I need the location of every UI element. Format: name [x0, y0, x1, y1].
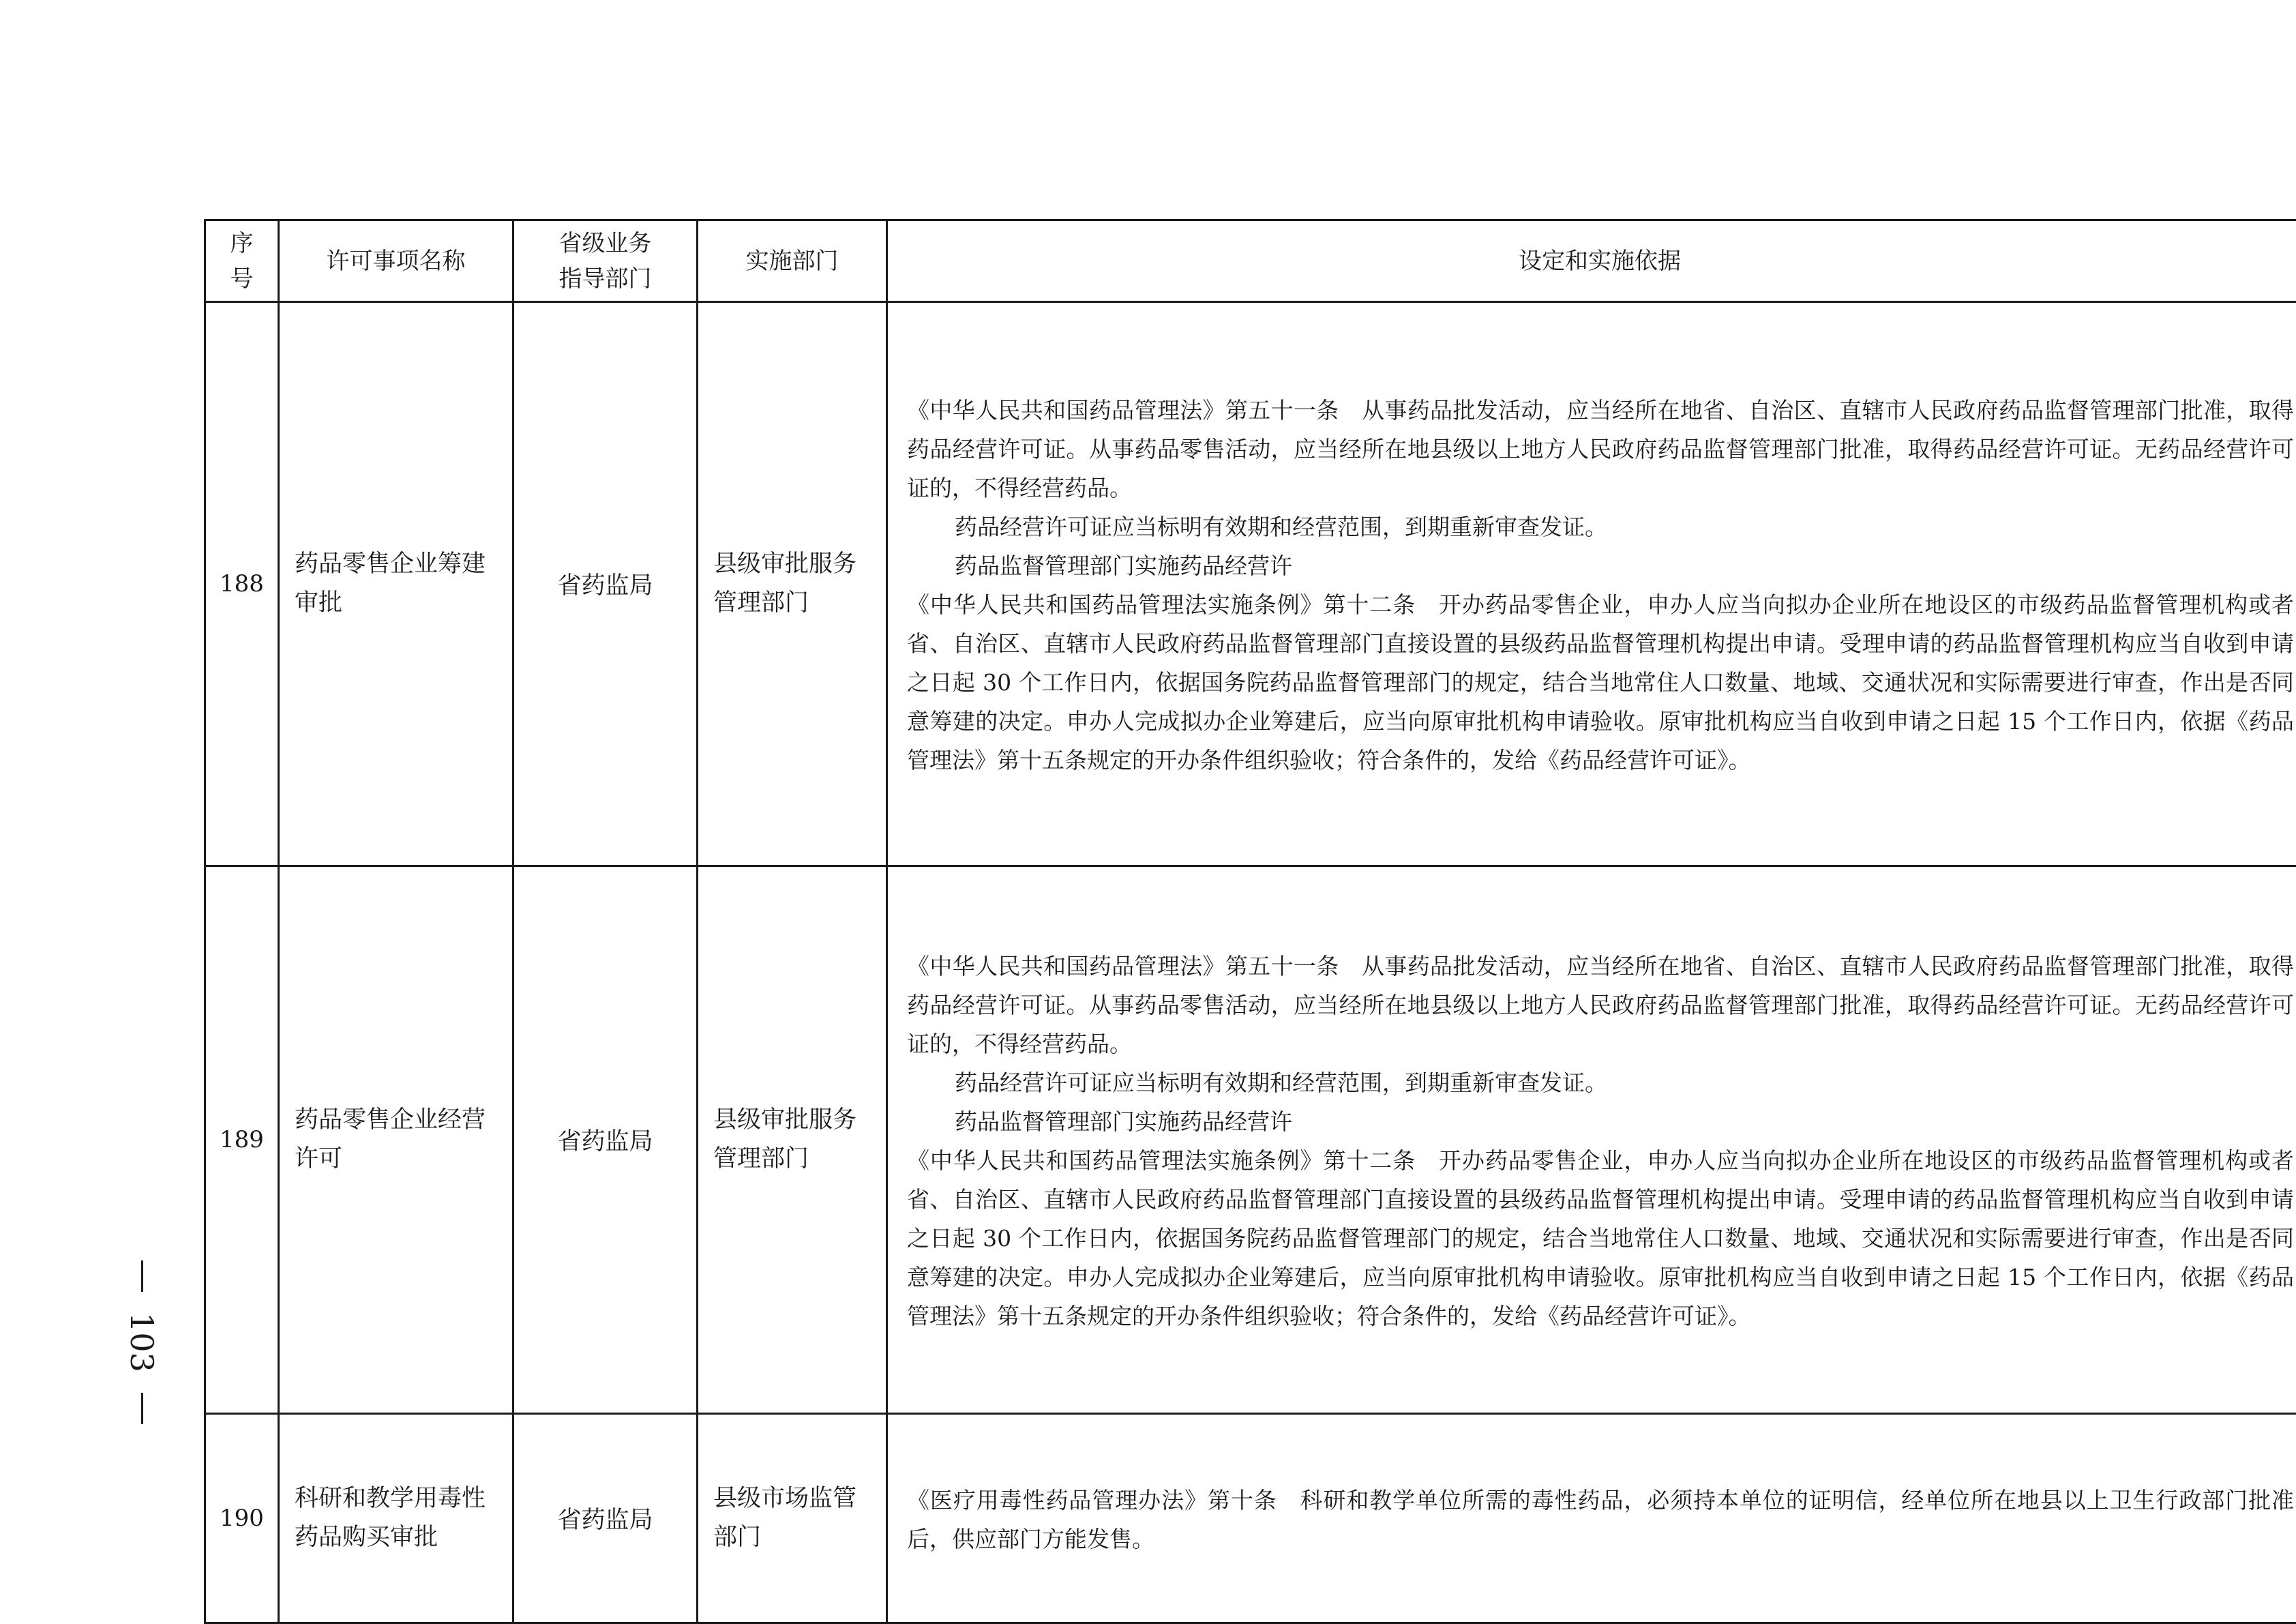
row-department — [698, 302, 887, 866]
row-seq: 188 — [205, 302, 279, 866]
row-name-line: 药品零售企业筹建 — [295, 550, 486, 578]
basis-paragraph: 《中华人民共和国药品管理法》第五十一条 从事药品批发活动，应当经所在地省、自治区、直辖市人民政府药品监督管理部门批准，取得药品经营许可证。从事药品零售活动，应当经所在地县级以上地方人民政府药品监督管理部门批准，取得药品经营许可证。无药品经营许可证的，不得经营药品。 — [907, 953, 2294, 1057]
row-department — [698, 1414, 887, 1623]
row-name — [279, 866, 513, 1414]
row-name — [279, 302, 513, 866]
row-province: 省药监局 — [513, 866, 698, 1414]
row-basis — [887, 1414, 2296, 1623]
page-number-value: 103 — [123, 1312, 160, 1372]
row-name — [279, 1414, 513, 1623]
header-seq-line-2: 号 — [230, 265, 254, 293]
row-department-line: 县级审批服务 — [713, 550, 857, 578]
row-department-line: 管理部门 — [713, 1145, 809, 1172]
header-seq-line-1: 序 — [230, 229, 254, 257]
row-name-line: 许可 — [295, 1145, 343, 1172]
table-row — [205, 1414, 2296, 1623]
row-basis — [887, 866, 2296, 1414]
row-province: 省药监局 — [513, 302, 698, 866]
basis-paragraph: 《中华人民共和国药品管理法实施条例》第十二条 开办药品零售企业，申办人应当向拟办企业所在地设区的市级药品监督管理机构或者省、自治区、直辖市人民政府药品监督管理部门直接设置的县级药品监督管理机构提出申请。受理申请的药品监督管理机构应当自收到申请之日起 30 个工作日内，依据国务院药品监督管理部门的规定，结合当地常住人口数量、地域、交通状况和实际需要进行审查，作出是否同意筹建的决定。申办人完成拟办企业筹建后，应当向原审批机构申请验收。原审批机构应当自收到申请之日起 15 个工作日内，依据《药品管理法》第十五条规定的开办条件组织验收；符合条件的，发给《药品经营许可证》。 — [907, 1147, 2294, 1329]
basis-paragraph: 《中华人民共和国药品管理法》第五十一条 从事药品批发活动，应当经所在地省、自治区、直辖市人民政府药品监督管理部门批准，取得药品经营许可证。从事药品零售活动，应当经所在地县级以上地方人民政府药品监督管理部门批准，取得药品经营许可证。无药品经营许可证的，不得经营药品。 — [907, 397, 2294, 501]
basis-paragraph: 药品监督管理部门实施药品经营许 — [955, 552, 1292, 579]
header-province-line-2: 指导部门 — [558, 265, 652, 293]
basis-paragraph: 药品经营许可证应当标明有效期和经营范围，到期重新审查发证。 — [955, 1069, 1607, 1096]
row-seq: 190 — [205, 1414, 279, 1623]
page-number — [115, 1260, 169, 1424]
page-number-dash-bottom — [141, 1393, 143, 1424]
basis-paragraph: 《中华人民共和国药品管理法实施条例》第十二条 开办药品零售企业，申办人应当向拟办企业所在地设区的市级药品监督管理机构或者省、自治区、直辖市人民政府药品监督管理部门直接设置的县级药品监督管理机构提出申请。受理申请的药品监督管理机构应当自收到申请之日起 30 个工作日内，依据国务院药品监督管理部门的规定，结合当地常住人口数量、地域、交通状况和实际需要进行审查，作出是否同意筹建的决定。申办人完成拟办企业筹建后，应当向原审批机构申请验收。原审批机构应当自收到申请之日起 15 个工作日内，依据《药品管理法》第十五条规定的开办条件组织验收；符合条件的，发给《药品经营许可证》。 — [907, 591, 2294, 773]
header-seq — [205, 220, 279, 302]
row-seq: 189 — [205, 866, 279, 1414]
basis-paragraph: 《医疗用毒性药品管理办法》第十条 科研和教学单位所需的毒性药品，必须持本单位的证明信，经单位所在地县以上卫生行政部门批准后，供应部门方能发售。 — [907, 1487, 2294, 1552]
header-department: 实施部门 — [698, 220, 887, 302]
row-name-line: 药品零售企业经营 — [295, 1106, 486, 1134]
page-number-dash-top — [141, 1260, 143, 1292]
header-name: 许可事项名称 — [279, 220, 513, 302]
row-department — [698, 866, 887, 1414]
basis-paragraph: 药品经营许可证应当标明有效期和经营范围，到期重新审查发证。 — [955, 514, 1607, 540]
row-province: 省药监局 — [513, 1414, 698, 1623]
basis-paragraph: 药品监督管理部门实施药品经营许 — [955, 1108, 1292, 1135]
row-department-line: 县级审批服务 — [713, 1106, 857, 1134]
table-row — [205, 302, 2296, 866]
row-basis — [887, 302, 2296, 866]
row-name-line: 审批 — [295, 589, 343, 617]
table-header — [205, 220, 2296, 302]
row-department-line: 县级市场监管 — [713, 1485, 857, 1512]
header-basis: 设定和实施依据 — [887, 220, 2296, 302]
permit-table — [204, 219, 2296, 1624]
table-row — [205, 866, 2296, 1414]
row-department-line: 管理部门 — [713, 589, 809, 617]
header-province-line-1: 省级业务 — [558, 229, 652, 257]
header-province — [513, 220, 698, 302]
row-name-line: 科研和教学用毒性 — [295, 1485, 486, 1512]
row-department-line: 部门 — [713, 1524, 762, 1551]
row-name-line: 药品购买审批 — [295, 1524, 438, 1551]
